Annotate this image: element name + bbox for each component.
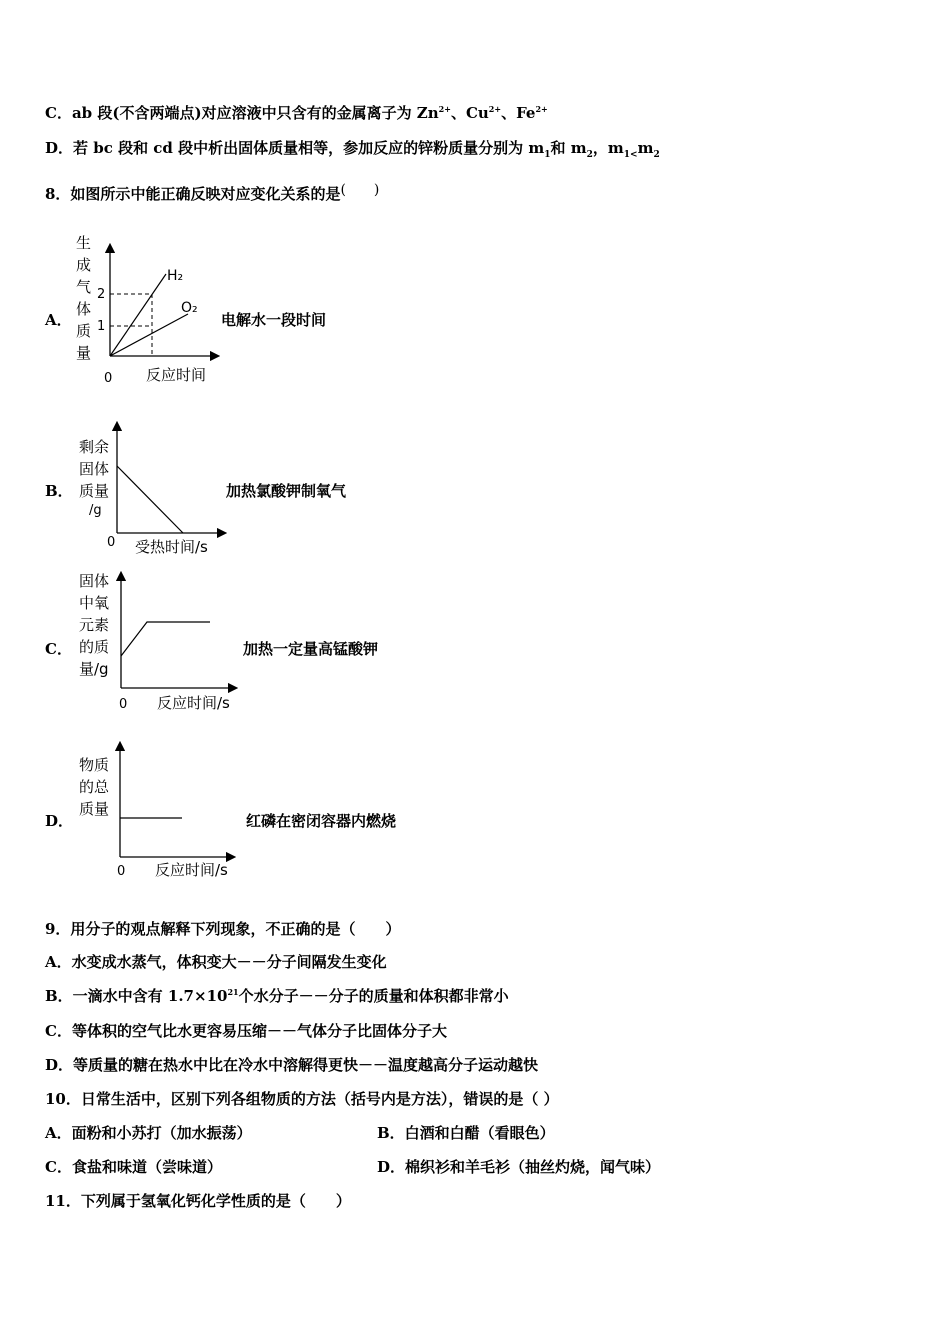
q9-option-c: C．等体积的空气比水更容易压缩－－气体分子比固体分子大 (45, 1022, 447, 1040)
q8-option-b-caption: 加热氯酸钾制氧气 (226, 482, 347, 500)
q9-b-post: 个水分子－－分子的质量和体积都非常小 (238, 987, 509, 1005)
b-ylabel-3: /g (89, 503, 102, 518)
a-xlabel: 反应时间 (146, 366, 207, 384)
q8-graph-a (70, 230, 230, 390)
a-ylabel-1: 成 (76, 256, 92, 274)
q10-option-c: C．食盐和味道（尝味道） (45, 1158, 222, 1176)
q8-option-d-letter: D． (45, 812, 74, 830)
m1-sub: 1 (544, 150, 551, 160)
d-ylabel-1: 的总 (79, 778, 110, 796)
q11-stem: 11．下列属于氢氧化钙化学性质的是（ ） (45, 1192, 351, 1210)
q8-graph-b (75, 416, 235, 561)
q9-option-d: D．等质量的糖在热水中比在冷水中溶解得更快－－温度越高分子运动越快 (45, 1056, 539, 1074)
q9-option-b (45, 985, 509, 1006)
q10-option-b: B．白酒和白醋（看眼色） (377, 1124, 555, 1142)
c-ylabel-3: 的质 (79, 638, 110, 656)
q8-graph-d (75, 738, 250, 883)
c-origin: 0 (119, 697, 128, 712)
q8-option-d-caption: 红磷在密闭容器内燃烧 (246, 812, 397, 830)
q7-c-text: C．ab 段(不含两端点)对应溶液中只含有的金属离子为 Zn (45, 104, 439, 122)
q8-option-b-letter: B． (45, 482, 73, 500)
d-xlabel: 反应时间/s (155, 861, 228, 879)
q8-stem (45, 183, 379, 204)
a-ylabel-5: 量 (76, 344, 92, 362)
q9-stem: 9．用分子的观点解释下列现象，不正确的是（ ） (45, 920, 401, 938)
b-ylabel-0: 剩余 (79, 438, 110, 456)
m1-lt-sub: 1< (623, 150, 638, 160)
q8-graph-c (75, 566, 250, 716)
q9-option-a: A．水变成水蒸气，体积变大－－分子间隔发生变化 (45, 953, 387, 971)
q9-b-exponent: 21 (227, 987, 239, 997)
q10-option-d: D．棉织衫和羊毛衫（抽丝灼烧，闻气味） (377, 1158, 661, 1176)
d-origin: 0 (117, 864, 126, 879)
a-label-o2: O₂ (181, 300, 198, 316)
b-origin: 0 (107, 535, 116, 550)
q7-d-mid: 和 m (550, 139, 587, 157)
a-label-h2: H₂ (167, 268, 184, 284)
c-ylabel-0: 固体 (79, 572, 110, 590)
c-ylabel-4: 量/g (79, 660, 109, 678)
c-ylabel-1: 中氧 (79, 594, 110, 612)
q8-option-c-caption: 加热一定量高锰酸钾 (243, 640, 379, 658)
a-origin: 0 (104, 371, 113, 386)
q8-option-c-letter: C． (45, 640, 72, 658)
q8-answer-paren: ( ) (340, 182, 380, 198)
c-ylabel-2: 元素 (79, 616, 110, 634)
a-ytick-1: 1 (97, 319, 106, 334)
q10-stem: 10．日常生活中，区别下列各组物质的方法（括号内是方法），错误的是（ ） (45, 1090, 559, 1108)
a-ylabel-4: 质 (76, 322, 92, 340)
q7-d-text: D．若 bc 段和 cd 段中析出固体质量相等，参加反应的锌粉质量分别为 m (45, 139, 545, 157)
a-ylabel-3: 体 (76, 300, 92, 318)
q7-option-c (45, 102, 548, 123)
b-ylabel-1: 固体 (79, 460, 110, 478)
b-ylabel-2: 质量 (79, 482, 110, 500)
b-line (117, 466, 183, 533)
zn-charge: 2+ (438, 104, 451, 114)
a-ylabel-0: 生 (76, 234, 92, 252)
q7-d-m2: m (637, 139, 654, 157)
c-xlabel: 反应时间/s (157, 694, 230, 712)
q8-option-a-caption: 电解水一段时间 (221, 311, 327, 329)
q7-d-tail: ，m (592, 139, 624, 157)
c-line (121, 622, 210, 656)
q8-stem-text: 8．如图所示中能正确反映对应变化关系的是 (45, 185, 341, 203)
a-ylabel-2: 气 (76, 278, 92, 296)
q7-option-d (45, 137, 660, 160)
m2-final-sub: 2 (653, 150, 660, 160)
a-line-h2 (110, 274, 166, 356)
d-ylabel-2: 质量 (79, 800, 110, 818)
m2-sub: 2 (586, 150, 593, 160)
q7-c-mid1: 、Cu (450, 104, 489, 122)
d-ylabel-0: 物质 (79, 756, 110, 774)
q9-b-pre: B．一滴水中含有 1.7×10 (45, 987, 228, 1005)
a-ytick-2: 2 (97, 287, 106, 302)
cu-charge: 2+ (488, 104, 502, 114)
q10-option-a: A．面粉和小苏打（加水振荡） (45, 1124, 252, 1142)
b-xlabel: 受热时间/s (135, 538, 208, 556)
q8-option-a-letter: A． (45, 311, 72, 329)
a-line-o2 (110, 314, 188, 356)
fe-charge: 2+ (535, 104, 548, 114)
q7-c-mid2: 、Fe (501, 104, 536, 122)
